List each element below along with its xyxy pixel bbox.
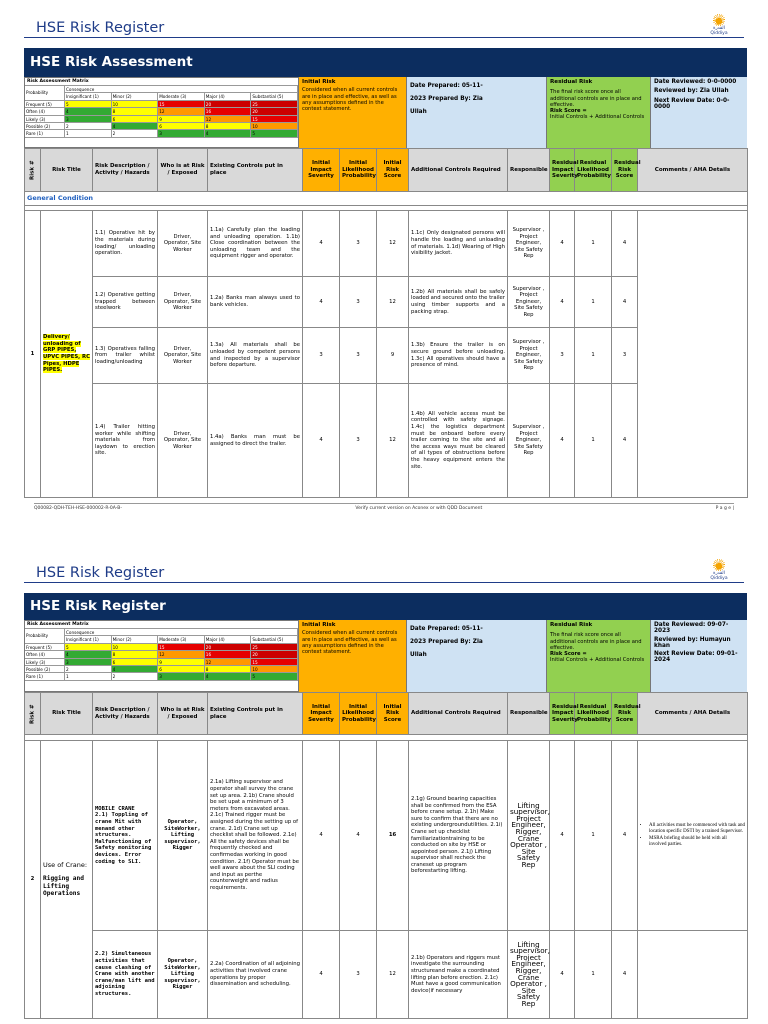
col-initial-likelihood: Initial Likelihood Probability — [340, 693, 377, 735]
col-responsible: Responsible — [508, 693, 550, 735]
risk-score-formula: Initial Controls + Additional Controls — [550, 114, 645, 121]
page-footer — [34, 506, 734, 511]
residual-impact: 4 — [550, 277, 575, 328]
risk-title-text: Delivery/ unloading of GRP PIPES, UPVC PIPES, RC Pipes, HDPE PIPES. — [43, 334, 91, 374]
col-initial-likelihood: Initial Likelihood Probability — [340, 149, 377, 192]
table-row — [25, 211, 748, 277]
col-existing: Existing Controls put in place — [208, 149, 303, 192]
section-general-condition: General Condition — [25, 192, 748, 206]
residual-impact: 3 — [550, 328, 575, 384]
residual-risk-box — [547, 77, 651, 148]
matrix-cell: 10 — [112, 644, 159, 651]
residual-impact: 4 — [550, 211, 575, 277]
risk-number: 1 — [25, 211, 41, 498]
matrix-cell: 20 — [205, 644, 252, 651]
matrix-cell: 12 — [158, 108, 205, 115]
matrix-cell: 6 — [158, 666, 205, 673]
matrix-cell: 9 — [158, 116, 205, 123]
residual-likelihood: 1 — [575, 277, 612, 328]
title-rule — [24, 37, 744, 38]
responsible: Supervisor , Project Engineer, Site Safety Rep — [508, 384, 550, 498]
matrix-col: Substantial (5) — [251, 93, 298, 100]
residual-likelihood: 1 — [575, 741, 612, 931]
col-initial-severity: Initial Impact Severity — [303, 693, 340, 735]
title-rule — [24, 582, 744, 583]
matrix-row-label: Often (4) — [25, 651, 65, 658]
risk-description: 1.1) Operative hit by the materials during loading/ unloading operation. — [93, 211, 158, 277]
residual-likelihood: 1 — [575, 931, 612, 1019]
matrix-row-label: Likely (3) — [25, 659, 65, 666]
matrix-cell: 5 — [65, 644, 112, 651]
next-review: Next Review Date: 0-0-0000 — [654, 97, 730, 110]
initial-score: 9 — [377, 328, 409, 384]
residual-impact: 4 — [550, 931, 575, 1019]
existing-controls: 2.2a) Coordination of all adjoining activities that involved crane operations by proper dissemination and scheduling. — [208, 931, 303, 1019]
residual-risk-text: The final risk score once all additional controls are in place and effective. — [550, 632, 642, 651]
matrix-cell: 15 — [158, 644, 205, 651]
residual-likelihood: 1 — [575, 384, 612, 498]
residual-score: 4 — [612, 931, 638, 1019]
review-box — [651, 620, 747, 692]
residual-score: 3 — [612, 328, 638, 384]
description-heading: MOBILE CRANE — [95, 805, 135, 812]
col-residual-score: Residual Risk Score — [612, 149, 638, 192]
matrix-cell: 4 — [112, 123, 159, 130]
matrix-cell: 4 — [205, 673, 252, 680]
matrix-cell: 5 — [251, 130, 298, 137]
responsible: Supervisor , Project Engineer, Site Safety Rep — [508, 211, 550, 277]
matrix-consequence-label: Consequence — [65, 629, 298, 636]
residual-score: 4 — [612, 741, 638, 931]
table-row — [25, 741, 748, 931]
matrix-col: Substantial (5) — [251, 636, 298, 643]
comments-cell — [638, 211, 748, 498]
col-comments: Comments / AHA Details — [638, 693, 748, 735]
matrix-title: Risk Assessment Matrix — [25, 621, 298, 629]
risk-score-label: Risk Score = — [550, 651, 587, 658]
matrix-col: Minor (2) — [112, 636, 159, 643]
additional-controls: 1.3b) Ensure the trailer is on secure ground before unloading. 1.3c) All operatives should have a presence of mind. — [409, 328, 508, 384]
matrix-col: Major (4) — [205, 93, 252, 100]
col-initial-score: Initial Risk Score — [377, 149, 409, 192]
col-risk-num: Risk # — [25, 693, 41, 735]
col-description: Risk Description / Activity / Hazards — [93, 693, 158, 735]
next-review: Next Review Date: 09-01-2024 — [654, 651, 738, 664]
matrix-grid — [25, 629, 298, 681]
who-exposed: Operator, SiteWorker, Lifting supervisor, Rigger — [158, 741, 208, 931]
matrix-grid — [25, 86, 298, 138]
col-initial-score: Initial Risk Score — [377, 693, 409, 735]
header-block — [24, 77, 747, 148]
initial-risk-box — [299, 77, 407, 148]
matrix-cell: 4 — [65, 651, 112, 658]
reviewed-by: Reviewed by: Humayun khan — [654, 636, 731, 649]
matrix-cell: 3 — [158, 130, 205, 137]
logo-text: القدرة Qiddiya — [710, 26, 728, 36]
footer-page: P a g e | — [715, 506, 734, 511]
who-exposed: Driver, Operator, Site Worker — [158, 384, 208, 498]
matrix-cell: 2 — [65, 666, 112, 673]
document-title: HSE Risk Register — [36, 20, 165, 36]
risk-title-a: Use of Crane: — [43, 861, 88, 870]
col-additional: Additional Controls Required — [409, 149, 508, 192]
col-existing: Existing Controls put in place — [208, 693, 303, 735]
comments-cell — [638, 931, 748, 1019]
residual-impact: 4 — [550, 384, 575, 498]
existing-controls: 1.3a) All materials shall be unloaded by competent persons and inspected by a supervisor before departure. — [208, 328, 303, 384]
initial-score: 12 — [377, 384, 409, 498]
comments-list — [640, 823, 745, 848]
matrix-cell: 6 — [112, 659, 159, 666]
date-reviewed: Date Reviewed: 09-07-2023 — [654, 622, 729, 635]
initial-severity: 4 — [303, 277, 340, 328]
matrix-cell: 20 — [251, 108, 298, 115]
initial-score: 12 — [377, 277, 409, 328]
matrix-row-label: Frequent (5) — [25, 101, 65, 108]
risk-title-cell — [41, 211, 93, 498]
residual-likelihood: 1 — [575, 328, 612, 384]
initial-risk-title: Initial Risk — [302, 79, 336, 85]
residual-score: 4 — [612, 277, 638, 328]
additional-controls: 2.1g) Ground bearing capacities shall be confirmed from the ESA before crane setup. 2.1h) Make sure to confirm that there are no existing undergroundutilities. 2.1i) Crane set up checklist familiarizationtraining to be conducted on site by HSE or appointed person. 2.1j) Lifting supervisor shall recheck the craneset up program beforestarting lifting. — [409, 741, 508, 931]
initial-score: 12 — [377, 931, 409, 1019]
comments-cell — [638, 741, 748, 931]
risk-description: 1.2) Operative getting trapped between steelwork — [93, 277, 158, 328]
initial-score: 12 — [377, 211, 409, 277]
matrix-cell: 5 — [251, 673, 298, 680]
initial-likelihood: 3 — [340, 384, 377, 498]
initial-severity: 4 — [303, 211, 340, 277]
initial-likelihood: 3 — [340, 328, 377, 384]
matrix-cell: 16 — [205, 108, 252, 115]
matrix-cell: 2 — [112, 130, 159, 137]
footer-rule — [34, 503, 734, 504]
matrix-cell: 3 — [65, 659, 112, 666]
description-text: 2.1) Toppling of crane Mit with menand other structures. Malfunctioning of Safety monitoring devices. Error coding to SLI. — [95, 812, 152, 865]
matrix-row-label: Likely (3) — [25, 116, 65, 123]
col-residual-impact: Residual Impact Severity — [550, 693, 575, 735]
initial-severity: 4 — [303, 931, 340, 1019]
matrix-row-label: Possible (2) — [25, 666, 65, 673]
col-initial-severity: Initial Impact Severity — [303, 149, 340, 192]
company-logo — [706, 559, 732, 581]
initial-severity: 3 — [303, 328, 340, 384]
initial-score: 16 — [377, 741, 409, 931]
matrix-cell: 4 — [205, 130, 252, 137]
section-row — [25, 192, 748, 206]
initial-risk-box — [299, 620, 407, 692]
matrix-cell: 6 — [158, 123, 205, 130]
col-comments: Comments / AHA Details — [638, 149, 748, 192]
matrix-cell: 15 — [251, 659, 298, 666]
col-residual-score: Residual Risk Score — [612, 693, 638, 735]
matrix-cell: 2 — [112, 673, 159, 680]
risk-table-page-1 — [24, 148, 748, 498]
additional-controls: 2.1b) Operators and riggers must investigate the surrounding structureand make a coordinated lifting plan before erection. 2.1c) Must have a good communication device(if necessary — [409, 931, 508, 1019]
matrix-col: Moderate (3) — [158, 93, 205, 100]
residual-likelihood: 1 — [575, 211, 612, 277]
matrix-cell: 3 — [158, 673, 205, 680]
matrix-cell: 25 — [251, 101, 298, 108]
initial-risk-title: Initial Risk — [302, 622, 336, 628]
matrix-cell: 2 — [65, 123, 112, 130]
matrix-col: Insignificant (1) — [65, 636, 112, 643]
matrix-cell: 16 — [205, 651, 252, 658]
matrix-title: Risk Assessment Matrix — [25, 78, 298, 86]
banner-title: HSE Risk Assessment — [24, 48, 747, 77]
matrix-col: Major (4) — [205, 636, 252, 643]
matrix-cell: 9 — [158, 659, 205, 666]
existing-controls: 1.2a) Banks man always used to bank vehicles. — [208, 277, 303, 328]
page-2 — [0, 555, 768, 1024]
residual-risk-title: Residual Risk — [550, 622, 593, 628]
risk-matrix — [24, 620, 299, 692]
responsible: Lifting supervisor, Project Engineer, Rigger, Crane Operator , Site Safety Rep — [508, 741, 550, 931]
risk-score-formula: Initial Controls + Additional Controls — [550, 657, 645, 664]
banner-title: HSE Risk Register — [24, 593, 747, 620]
prepared-name: Ullah — [410, 651, 427, 658]
sun-icon — [713, 14, 725, 26]
sun-icon — [713, 559, 725, 571]
risk-score-label: Risk Score = — [550, 108, 587, 115]
matrix-probability-label: Probability — [25, 629, 65, 644]
table-header-row — [25, 693, 748, 735]
prepared-name: Ullah — [410, 108, 427, 115]
matrix-row-label: Rare (1) — [25, 673, 65, 680]
residual-score: 4 — [612, 211, 638, 277]
matrix-cell: 25 — [251, 644, 298, 651]
initial-risk-text: Considered when all current controls are in place and effective, as well as any assumptions defined in the context statement. — [302, 87, 398, 113]
matrix-row-label: Possible (2) — [25, 123, 65, 130]
date-reviewed: Date Reviewed: 0-0-0000 — [654, 79, 737, 85]
col-responsible: Responsible — [508, 149, 550, 192]
matrix-cell: 15 — [251, 116, 298, 123]
document-title: HSE Risk Register — [36, 565, 165, 581]
matrix-cell: 10 — [251, 666, 298, 673]
matrix-cell: 4 — [65, 108, 112, 115]
matrix-col: Moderate (3) — [158, 636, 205, 643]
prepared-box — [407, 620, 547, 692]
initial-likelihood: 3 — [340, 277, 377, 328]
matrix-col: Insignificant (1) — [65, 93, 112, 100]
risk-description: 1.3) Operatives falling from trailer whilst loading/unloading — [93, 328, 158, 384]
existing-controls: 1.1a) Carefully plan the loading and unloading operation. 1.1b) Close coordination between the unloading team and the equipment rigger and operator. — [208, 211, 303, 277]
col-who: Who is at Risk / Exposed — [158, 693, 208, 735]
existing-controls: 1.4a) Banks man must be assigned to direct the trailer. — [208, 384, 303, 498]
col-description: Risk Description / Activity / Hazards — [93, 149, 158, 192]
table-header-row — [25, 149, 748, 192]
matrix-cell: 6 — [112, 116, 159, 123]
page-separator — [0, 530, 768, 555]
initial-likelihood: 4 — [340, 741, 377, 931]
date-prepared: Date Prepared: 05-11- — [410, 83, 483, 89]
col-risk-num: Risk # — [25, 149, 41, 192]
comment-item: • All activities must be commenced with task and location specific DSTI by a trained Supervisor. — [649, 823, 745, 835]
matrix-cell: 8 — [205, 123, 252, 130]
date-prepared: Date Prepared: 05-11- — [410, 626, 483, 632]
who-exposed: Operator, SiteWorker, Lifting supervisor, Rigger — [158, 931, 208, 1019]
matrix-consequence-label: Consequence — [65, 86, 298, 93]
who-exposed: Driver, Operator, Site Worker — [158, 277, 208, 328]
matrix-cell: 4 — [112, 666, 159, 673]
col-who: Who is at Risk / Exposed — [158, 149, 208, 192]
company-logo — [706, 14, 732, 36]
matrix-cell: 15 — [158, 101, 205, 108]
residual-risk-text: The final risk score once all additional controls are in place and effective. — [550, 89, 642, 108]
who-exposed: Driver, Operator, Site Worker — [158, 211, 208, 277]
matrix-cell: 10 — [112, 101, 159, 108]
prepared-by: 2023 Prepared By: Zia — [410, 96, 483, 103]
risk-description: 2.2) Simultaneous activities that cause clashing of Crane with another crane/man lift and adjoining structures. — [93, 931, 158, 1019]
col-residual-likelihood: Residual Likelihood Probability — [575, 149, 612, 192]
logo-text: القدرة Qiddiya — [710, 571, 728, 581]
comment-item: • MSRA briefing should be held with all involved parties. — [649, 836, 745, 848]
matrix-cell: 8 — [112, 108, 159, 115]
matrix-cell: 1 — [65, 673, 112, 680]
matrix-cell: 12 — [205, 116, 252, 123]
matrix-cell: 8 — [205, 666, 252, 673]
matrix-cell: 20 — [205, 101, 252, 108]
header-block — [24, 620, 747, 692]
risk-description: 1.4) Trailer hitting worker while shifting materials from laydown to erection site. — [93, 384, 158, 498]
additional-controls: 1.1c) Only designated persons will handle the loading and unloading of materials. 1.1d) Wearing of High visibility jacket. — [409, 211, 508, 277]
matrix-row-label: Often (4) — [25, 108, 65, 115]
matrix-cell: 8 — [112, 651, 159, 658]
prepared-by: 2023 Prepared By: Zia — [410, 639, 483, 646]
matrix-row-label: Rare (1) — [25, 130, 65, 137]
matrix-cell: 12 — [205, 659, 252, 666]
matrix-col: Minor (2) — [112, 93, 159, 100]
existing-controls: 2.1a) Lifting supervisor and operator shall survey the crane set up area. 2.1b) Crane should be set upat a minimum of 3 meters from excavated areas. 2.1c) Trained rigger must be assigned during the setting up of crane. 2.1d) Crane set up checklist shall be followed. 2.1e) All the safety devices shall be frequently checked and confirmedas working in good condition. 2.1f) Operator must be well aware about the SLI coding and input as perthe counterweight and radius requirements. — [208, 741, 303, 931]
initial-likelihood: 3 — [340, 211, 377, 277]
responsible: Lifting supervisor, Project Engineer, Rigger, Crane Operator , Site Safety Rep — [508, 931, 550, 1019]
initial-severity: 4 — [303, 384, 340, 498]
risk-number: 2 — [25, 741, 41, 1019]
matrix-cell: 12 — [158, 651, 205, 658]
residual-risk-box — [547, 620, 651, 692]
matrix-cell: 10 — [251, 123, 298, 130]
matrix-cell: 20 — [251, 651, 298, 658]
risk-table-page-2 — [24, 692, 748, 1019]
risk-matrix — [24, 77, 299, 148]
col-residual-impact: Residual Impact Severity — [550, 149, 575, 192]
col-risk-title: Risk Title — [41, 693, 93, 735]
matrix-cell: 1 — [65, 130, 112, 137]
col-residual-likelihood: Residual Likelihood Probability — [575, 693, 612, 735]
matrix-cell: 5 — [65, 101, 112, 108]
residual-impact: 4 — [550, 741, 575, 931]
matrix-probability-label: Probability — [25, 86, 65, 101]
review-box — [651, 77, 747, 148]
table-row — [25, 931, 748, 1019]
residual-score: 4 — [612, 384, 638, 498]
col-risk-title: Risk Title — [41, 149, 93, 192]
responsible: Supervisor , Project Engineer, Site Safety Rep — [508, 277, 550, 328]
col-additional: Additional Controls Required — [409, 693, 508, 735]
additional-controls: 1.4b) All vehicle access must be controlled with safety signage. 1.4c) the logistics department must be onboard before every trailer coming to the site and all the access ways must be cleared of all types of obstructions before the heavy equipment enters the site. — [409, 384, 508, 498]
risk-description — [93, 741, 158, 931]
prepared-box — [407, 77, 547, 148]
additional-controls: 1.2b) All materials shall be safely loaded and secured onto the trailer using timber supports and a packing strap. — [409, 277, 508, 328]
risk-title-cell — [41, 741, 93, 1019]
responsible: Supervisor , Project Engineer, Site Safety Rep — [508, 328, 550, 384]
matrix-cell: 3 — [65, 116, 112, 123]
initial-likelihood: 3 — [340, 931, 377, 1019]
initial-risk-text: Considered when all current controls are in place and effective, as well as any assumptions defined in the context statement. — [302, 630, 398, 656]
initial-severity: 4 — [303, 741, 340, 931]
who-exposed: Driver, Operator, Site Worker — [158, 328, 208, 384]
matrix-row-label: Frequent (5) — [25, 644, 65, 651]
residual-risk-title: Residual Risk — [550, 79, 593, 85]
risk-title-b: Rigging and Lifting Operations — [43, 875, 84, 898]
footer-doc-code: Q00082-QDH-TEH-HSE-000002-R-0A-B- — [34, 506, 122, 511]
reviewed-by: Reviewed by: Zia Ullah — [654, 88, 729, 95]
footer-verify: Verify current version on Aconex or with QDD Document — [355, 506, 483, 511]
